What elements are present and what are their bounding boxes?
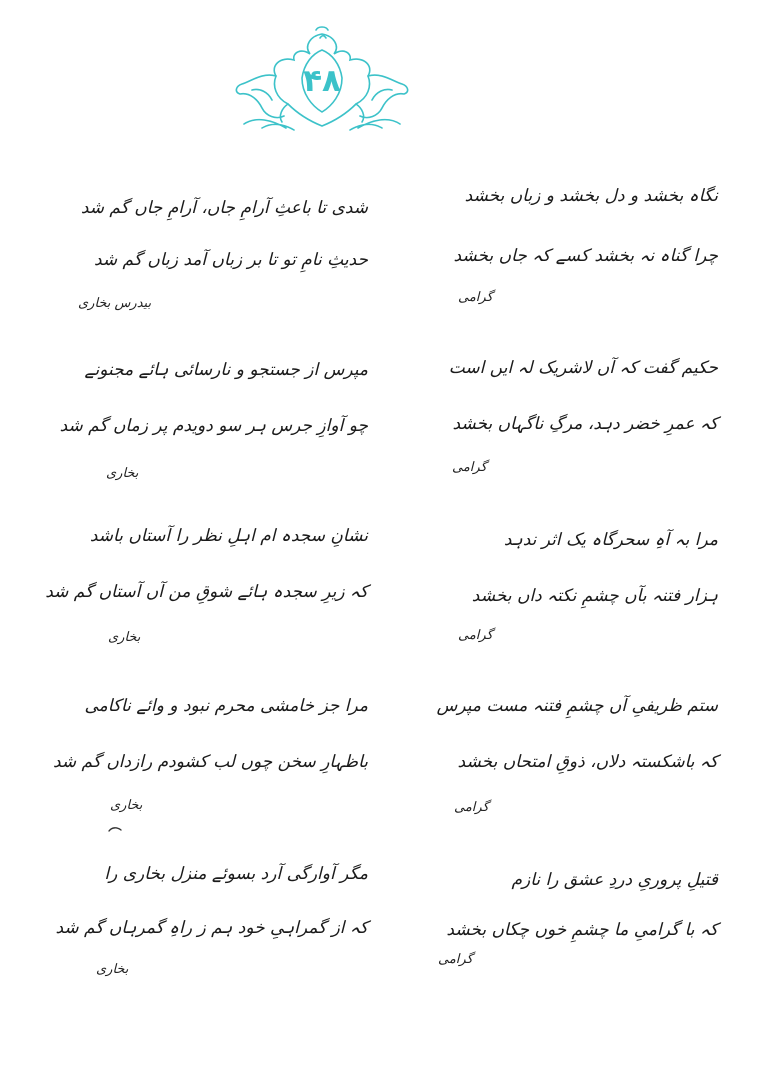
verse-line: حدیثِ نامِ تو تا بر زباں آمد زباں گم شد <box>93 250 368 270</box>
verse-line: شدی تا باعثِ آرامِ جاں، آرامِ جاں گم شد <box>80 198 368 218</box>
poet-signature: بیدرس بخاری <box>78 296 152 311</box>
verse-line: قتیلِ پروریِ دردِ عشق را نازم <box>511 870 718 890</box>
verse-line: مرا جز خامشی محرم نبود و وائے ناکامی <box>84 696 368 716</box>
verse-line: کہ عمرِ خضر دہد، مرگِ ناگہاں بخشد <box>452 414 718 434</box>
poet-signature: بخاری <box>108 630 141 645</box>
verse-line: مپرس از جستجو و نارسائی ہائے مجنونے <box>84 360 368 380</box>
verse-line: چرا گناہ نہ بخشد کسے کہ جاں بخشد <box>453 246 718 266</box>
ink-mark-icon <box>108 826 122 834</box>
poet-signature: بخاری <box>110 798 143 813</box>
verse-line: نگاہ بخشد و دل بخشد و زباں بخشد <box>464 186 718 206</box>
verse-line: مگر آوارگی آرد بسوئے منزل بخاری را <box>104 864 368 884</box>
poet-signature: گرامی <box>458 290 493 305</box>
verse-line: کہ باشکستہ دلاں، ذوقِ امتحاں بخشد <box>457 752 718 772</box>
poet-signature: گرامی <box>438 952 473 967</box>
verse-line: کہ با گرامیِ ما چشمِ خوں چکاں بخشد <box>446 920 718 940</box>
verse-line: چو آوازِ جرس ہر سو دویدم پر زماں گم شد <box>59 416 368 436</box>
verse-line: نشانِ سجدہ ام اہلِ نظر را آستاں باشد <box>89 526 368 546</box>
verse-line: ہزار فتنہ بآں چشمِ نکتہ داں بخشد <box>471 586 718 606</box>
verse-line: حکیم گفت کہ آں لاشریک لہ ایں است <box>448 358 718 378</box>
poet-signature: گرامی <box>452 460 487 475</box>
verse-line: کہ زیرِ سجدہ ہائے شوقِ من آں آستاں گم شد <box>45 582 368 602</box>
verse-line: مرا بہ آہِ سحرگاہ یک اثر ندہد <box>503 530 718 550</box>
page-number: ۴۸ <box>303 63 341 99</box>
poet-signature: بخاری <box>96 962 129 977</box>
poet-signature: گرامی <box>454 800 489 815</box>
verse-line: ستم ظریفیِ آں چشمِ فتنہ مست مپرس <box>436 696 718 716</box>
verse-line: کہ از گمراہیِ خود ہم ز راہِ گمرہاں گم شد <box>55 918 368 938</box>
poet-signature: گرامی <box>458 628 493 643</box>
verse-line: باظہارِ سخن چوں لب کشودم رازداں گم شد <box>52 752 368 772</box>
poet-signature: بخاری <box>106 466 139 481</box>
